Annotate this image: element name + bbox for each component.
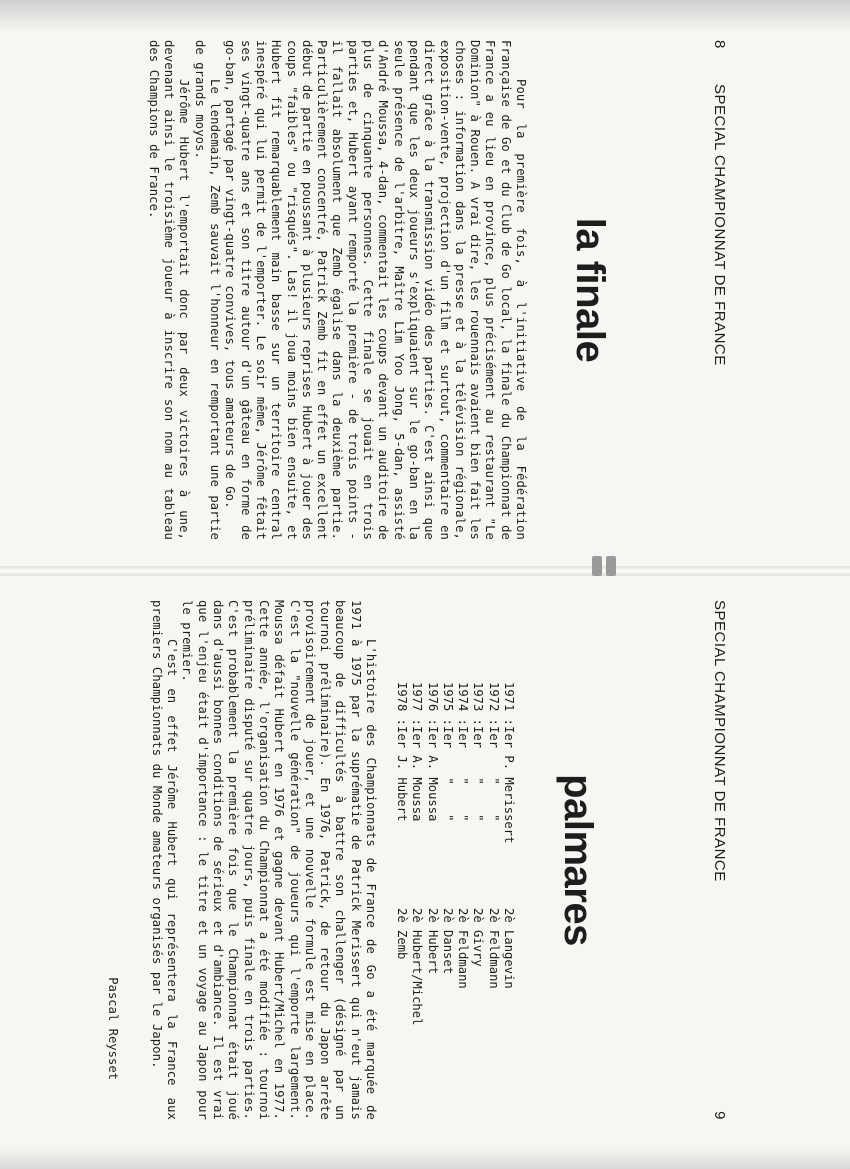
article-title: la finale bbox=[568, 217, 612, 363]
table-row bbox=[440, 682, 455, 1025]
winner-cell: Ier " " bbox=[440, 726, 455, 822]
table-row bbox=[394, 682, 409, 1025]
runner-up-cell: 2è Feldmann bbox=[456, 908, 471, 989]
year-cell: 1971 : bbox=[502, 682, 516, 727]
paragraph: C'est en effet Jérôme Hubert qui représentera la France aux premiers Championnats du Monde amateurs organisés par le Japon. bbox=[149, 600, 180, 1120]
paragraph: Jérôme Hubert l'emportait donc par deux victoires à une, devenant ainsi le troisième joueur à inscrire son nom au tableau des Champions de France. bbox=[146, 40, 192, 540]
runner-up-cell: 2è Hubert/Michel bbox=[410, 908, 425, 1026]
paragraph: L'histoire des Championnats de France de Go a été marquée de 1971 à 1975 par la suprématie de Patrick Merissert qui n'eut jamais beaucoup de difficultés à battre son challenger (désigné par un tournoi préliminaire). En 1976, Patrick, de retour du Japon arrête provisoirement de jouer, et une nouvelle formule est mise en place. C'est la "nouvelle génération" de joueurs qui l'emporte largement. Moussa défait Hubert en 1976 et gagne devant Hubert/Michel en 1977. Cette année, l'organisation du Championnat a été modifiée : tournoi préliminaire disputé sur quatre jours, puis finale en trois parties. C'est probablement la première fois que le Championnat était joué dans d'aussi bonnes conditions de sérieux et d'ambiance. Il est vrai que l'enjeu était d'importance : le titre et un voyage au Japon pour le premier. bbox=[180, 600, 378, 1120]
page-number: 8 bbox=[711, 40, 728, 49]
winner-cell: Ier A. Moussa bbox=[425, 726, 440, 822]
winner-cell: Ier " " bbox=[486, 726, 501, 822]
year-cell: 1974 : bbox=[456, 682, 471, 727]
palmares-table bbox=[394, 682, 516, 1025]
page-header bbox=[702, 40, 728, 540]
article-body bbox=[149, 600, 378, 1120]
page-left bbox=[48, 40, 728, 540]
table-row bbox=[455, 682, 470, 1025]
page-number: 9 bbox=[711, 1111, 728, 1120]
runner-up-cell: 2è Zemb bbox=[394, 908, 409, 960]
year-cell: 1977 : bbox=[410, 682, 425, 727]
table-row bbox=[470, 682, 485, 1025]
page-edge-shadow-bottom bbox=[0, 1147, 850, 1169]
runner-up-cell: 2è Feldmann bbox=[486, 908, 501, 989]
paragraph: Le lendemain, Zemb sauvait l'honneur en remportant une partie de grands moyos. bbox=[192, 40, 223, 540]
table-row bbox=[485, 682, 500, 1025]
year-cell: 1975 : bbox=[440, 682, 455, 727]
winner-cell: Ier " " bbox=[456, 726, 471, 822]
author-signature: Pascal Reysset bbox=[106, 977, 120, 1080]
winner-cell: Ier A. Moussa bbox=[410, 726, 425, 822]
page-header bbox=[702, 600, 728, 1120]
winner-cell: Ier J. Hubert bbox=[394, 726, 409, 822]
page-edge-shadow-top bbox=[0, 0, 850, 32]
year-cell: I978 : bbox=[394, 682, 409, 727]
runner-up-cell: 2è Danset bbox=[440, 908, 455, 975]
runner-up-cell: 2è Hubert bbox=[425, 908, 440, 975]
table-row bbox=[424, 682, 439, 1025]
page-header-title: SPECIAL CHAMPIONNAT DE FRANCE bbox=[711, 600, 728, 882]
runner-up-cell: 2è Givry bbox=[471, 908, 486, 967]
runner-up-cell: 2è Langevin bbox=[502, 908, 516, 989]
year-cell: 1972 : bbox=[486, 682, 501, 727]
winner-cell: Ier P. Merissert bbox=[502, 726, 516, 844]
year-cell: 1973 : bbox=[471, 682, 486, 727]
section-title: palmares bbox=[556, 774, 600, 946]
table-row bbox=[501, 682, 516, 1025]
year-cell: 1976 : bbox=[425, 682, 440, 727]
page-right bbox=[48, 600, 728, 1120]
table-row bbox=[409, 682, 424, 1025]
winner-cell: Ier " " bbox=[471, 726, 486, 822]
center-fold bbox=[0, 566, 850, 576]
paragraph: Pour la première fois, à l'initiative de la Fédération Française de Go et du Club de Go local, la finale du Championnat de France a eu lieu en province, plus précisément au restaurant "Le Dominion" à Rouen. A vrai dire, les rouennais avaient bien fait les choses : information dans la presse et à la télévision régionale, exposition-vente, projection d'un film et surtout, commentaire en direct grâce à la transmission vidéo des parties. C'est ainsi que pendant que les deux joueurs s'expliquaient sur le go-ban en la seule présence de l'arbitre, Maître Lim Yoo Jong, 5-dan, assisté d'André Moussa, 4-dan, commentait les coups devant un auditoire de plus de cinquante personnes. Cette finale se jouait en trois parties et, Hubert ayant remporté la première - de trois points - il fallait absolument que Zemb égalise dans la deuxième partie. Particulièrement concentré, Patrick Zemb fit en effet un excellent début de partie en poussant à plusieurs reprises Hubert à jouer des coups "faibles" ou "risqués". Las! il joua moins bien ensuite, et Hubert fit remarquablement main basse sur un territoire central inespéré qui lui permit de l'emporter. Le soir même, Jérôme fêtait ses vingt-quatre ans et son titre autour d'un gâteau en forme de go-ban, partagé par vingt-quatre convives, tous amateurs de Go. bbox=[223, 40, 528, 540]
page-header-title: SPECIAL CHAMPIONNAT DE FRANCE bbox=[711, 84, 728, 366]
staple bbox=[592, 556, 602, 576]
staple bbox=[606, 556, 616, 576]
article-body bbox=[146, 40, 528, 540]
